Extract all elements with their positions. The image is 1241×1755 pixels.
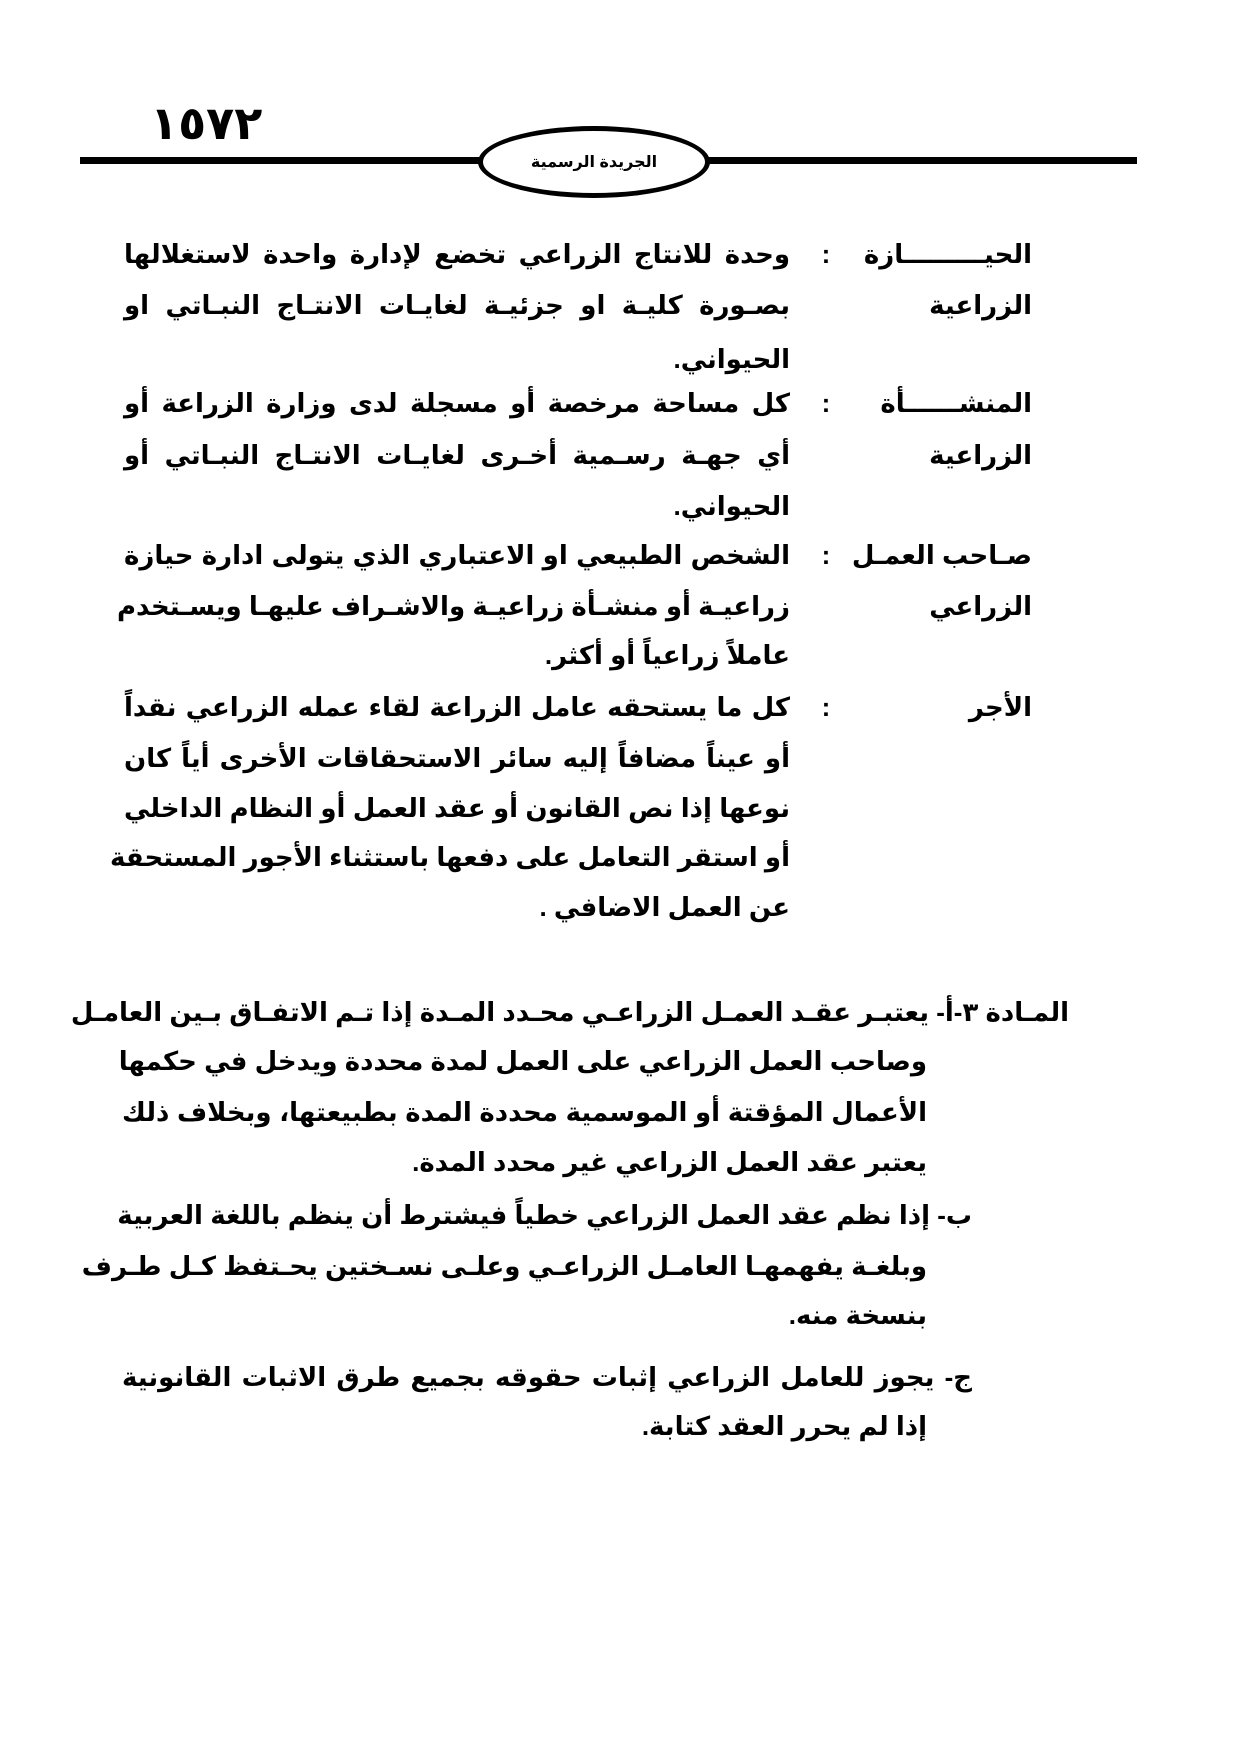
definition-term: الزراعية <box>929 290 1032 320</box>
definition-text-line: الشخص الطبيعي او الاعتباري الذي يتولى ادارة حيازة <box>124 540 790 570</box>
definition-text-line: أو عيناً مضافاً إليه سائر الاستحقاقات الأخرى أياً كان <box>124 743 790 773</box>
definition-text-line: زراعيـة أو منشـأة زراعيـة والاشـراف عليهـا ويسـتخدم <box>116 591 790 621</box>
definition-text-line: عن العمل الاضافي . <box>539 892 790 922</box>
definition-term: الزراعي <box>929 591 1032 621</box>
definition-term: المنشــــــأة <box>880 388 1032 418</box>
definition-text-line: الحيواني. <box>673 491 790 521</box>
article-3a-line: المـادة ٣-أ- يعتبـر عقـد العمـل الزراعـي محـدد المـدة إذا تـم الاتفـاق بـين العامـل <box>70 997 1069 1027</box>
definition-text-line: عاملاً زراعياً أو أكثر. <box>544 640 790 670</box>
definition-colon: : <box>821 388 831 418</box>
definition-text-line: وحدة للانتاج الزراعي تخضع لإدارة واحدة لاستغلالها <box>124 239 790 269</box>
article-3a-line: وصاحب العمل الزراعي على العمل لمدة محددة ويدخل في حكمها <box>118 1046 927 1076</box>
definition-text-line: نوعها إذا نص القانون أو عقد العمل أو النظام الداخلي <box>124 793 790 823</box>
definition-text-line: كل ما يستحقه عامل الزراعة لقاء عمله الزراعي نقداً <box>124 692 790 722</box>
article-3b-line: بنسخة منه. <box>788 1300 927 1330</box>
definition-term: الأجر <box>968 692 1032 722</box>
article-3c-line: ج- يجوز للعامل الزراعي إثبات حقوقه بجميع طرق الاثبات القانونية <box>122 1362 972 1392</box>
definition-term: الحيـــــــــازة <box>863 239 1032 269</box>
gazette-title-oval <box>478 126 710 198</box>
article-3a-line: يعتبر عقد العمل الزراعي غير محدد المدة. <box>412 1147 927 1177</box>
definition-text-line: أو استقر التعامل على دفعها باستثناء الأجور المستحقة <box>110 842 790 872</box>
definition-colon: : <box>821 239 831 269</box>
article-3a-line: الأعمال المؤقتة أو الموسمية محددة المدة بطبيعتها، وبخلاف ذلك <box>122 1097 927 1127</box>
definition-text-line: الحيواني. <box>673 344 790 374</box>
definition-term: الزراعية <box>929 440 1032 470</box>
gazette-title: الجريدة الرسمية <box>530 154 658 171</box>
definition-text-line: أي جهـة رسـمية أخـرى لغايـات الانتـاج النبـاتي أو <box>124 440 790 470</box>
article-3b-line: ب- إذا نظم عقد العمل الزراعي خطياً فيشترط أن ينظم باللغة العربية <box>117 1200 972 1230</box>
definition-term: صـاحب العمـل <box>851 540 1032 570</box>
definition-text-line: كل مساحة مرخصة أو مسجلة لدى وزارة الزراعة أو <box>124 388 790 418</box>
definition-colon: : <box>821 692 831 722</box>
article-3c-line: إذا لم يحرر العقد كتابة. <box>641 1411 927 1441</box>
page-number: ١٥٧٢ <box>150 96 263 150</box>
article-3b-line: وبلغـة يفهمهـا العامـل الزراعـي وعلـى نسـختين يحـتفظ كـل طـرف <box>81 1251 927 1281</box>
definition-text-line: بصـورة كليـة او جزئيـة لغايـات الانتـاج النبـاتي او <box>124 290 790 320</box>
definition-colon: : <box>821 540 831 570</box>
